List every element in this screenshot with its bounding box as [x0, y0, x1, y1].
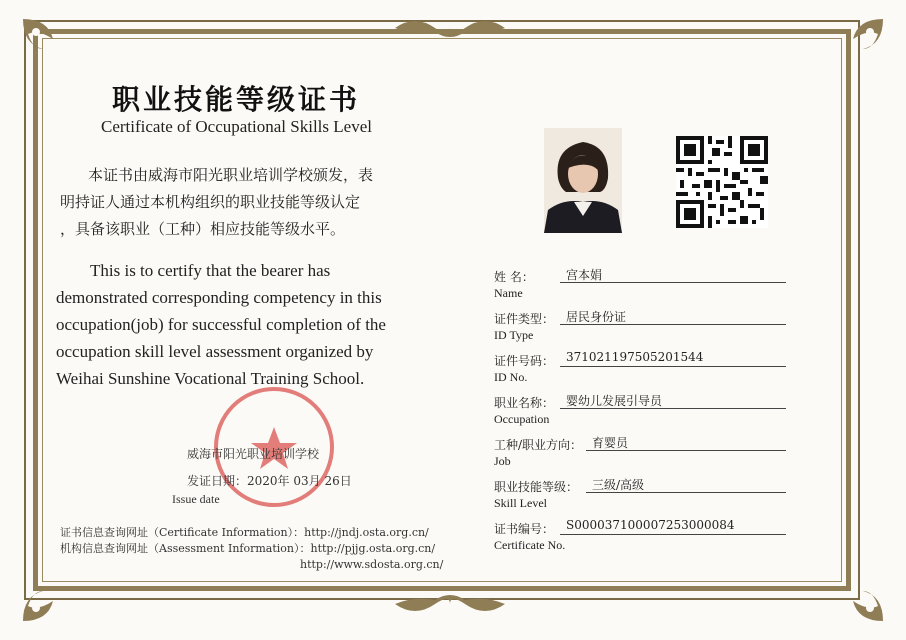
field-value: 宫本娟 — [566, 268, 603, 282]
field-label-en: Job — [494, 454, 511, 468]
corner-ornament-bottom-right — [828, 566, 888, 626]
field-job — [494, 436, 629, 468]
field-underline — [560, 366, 786, 367]
field-underline — [560, 282, 786, 283]
corner-ornament-top-right — [828, 14, 888, 74]
certificate-title-cn: 职业技能等级证书 — [112, 83, 361, 116]
field-label-en: Certificate No. — [494, 538, 566, 552]
field-underline — [560, 324, 786, 325]
field-label-cn: 证件号码： — [494, 354, 555, 368]
link-row — [60, 525, 443, 541]
field-label-cn: 证书编号： — [494, 522, 555, 536]
issue-date-label-en: Issue date — [172, 492, 220, 506]
field-label-en: Name — [494, 286, 523, 300]
field-label-cn: 工种/职业方向： — [494, 438, 583, 452]
field-value: 居民身份证 — [566, 310, 627, 324]
field-id-no — [494, 350, 704, 384]
statement-cn-line: ，具备该职业（工种）相应技能等级水平。 — [60, 220, 346, 238]
field-label-en: ID No. — [494, 370, 528, 384]
field-id-type — [494, 310, 627, 342]
field-occupation — [494, 394, 663, 426]
field-skill-level — [494, 478, 645, 510]
field-label-en: Occupation — [494, 412, 550, 426]
field-value: 三级/高级 — [592, 478, 645, 492]
statement-en-line: demonstrated corresponding competency in this — [56, 288, 382, 307]
statement-en-line: This is to certify that the bearer has — [90, 261, 331, 280]
issue-date-label: 发证日期： — [187, 474, 248, 488]
statement-en-line: occupation(job) for successful completion of the — [56, 315, 386, 334]
field-underline — [586, 450, 786, 451]
field-underline — [560, 408, 786, 409]
field-underline — [586, 492, 786, 493]
statement-en-line: occupation skill level assessment organized by — [56, 342, 374, 361]
statement-cn-line: 本证书由威海市阳光职业培训学校颁发，表 — [88, 166, 374, 184]
portrait-photo — [544, 128, 622, 233]
field-label-cn: 职业技能等级： — [494, 480, 579, 494]
top-center-ornament — [395, 14, 505, 42]
field-value: 婴幼儿发展引导员 — [566, 394, 663, 408]
link-label: 机构信息查询网址（Assessment Information）： — [60, 542, 311, 555]
issuer-name: 威海市阳光职业培训学校 — [187, 447, 320, 461]
link-url[interactable]: http://www.sdosta.org.cn/ — [300, 558, 444, 571]
statement-cn — [60, 162, 440, 243]
statement-en — [56, 257, 436, 392]
field-value: 育婴员 — [592, 436, 629, 450]
link-row — [60, 541, 443, 557]
field-value: 371021197505201544 — [566, 350, 704, 364]
field-name — [494, 268, 603, 300]
bottom-center-ornament — [395, 590, 505, 618]
field-label-cn: 姓 名： — [494, 270, 534, 284]
issue-date — [187, 472, 352, 489]
link-row — [60, 557, 443, 573]
corner-ornament-bottom-left — [18, 566, 78, 626]
link-url[interactable]: http://pjjg.osta.org.cn/ — [310, 542, 436, 555]
field-label-cn: 职业名称： — [494, 396, 555, 410]
certificate-title-en: Certificate of Occupational Skills Level — [101, 117, 372, 136]
field-label-en: ID Type — [494, 328, 534, 342]
field-label-cn: 证件类型： — [494, 312, 555, 326]
field-certificate-no — [494, 518, 735, 552]
statement-cn-line: 明持证人通过本机构组织的职业技能等级认定 — [60, 193, 361, 211]
qr-code-icon — [676, 136, 768, 228]
field-value: S000037100007253000084 — [566, 518, 735, 532]
corner-ornament-top-left — [18, 14, 78, 74]
field-underline — [560, 534, 786, 535]
link-url[interactable]: http://jndj.osta.org.cn/ — [304, 526, 429, 539]
issue-date-value: 2020年 03月 26日 — [247, 474, 352, 488]
link-label: 证书信息查询网址（Certificate Information）： — [60, 526, 305, 539]
field-label-en: Skill Level — [494, 496, 547, 510]
lookup-links — [60, 525, 443, 573]
statement-en-line: Weihai Sunshine Vocational Training School. — [56, 369, 365, 388]
